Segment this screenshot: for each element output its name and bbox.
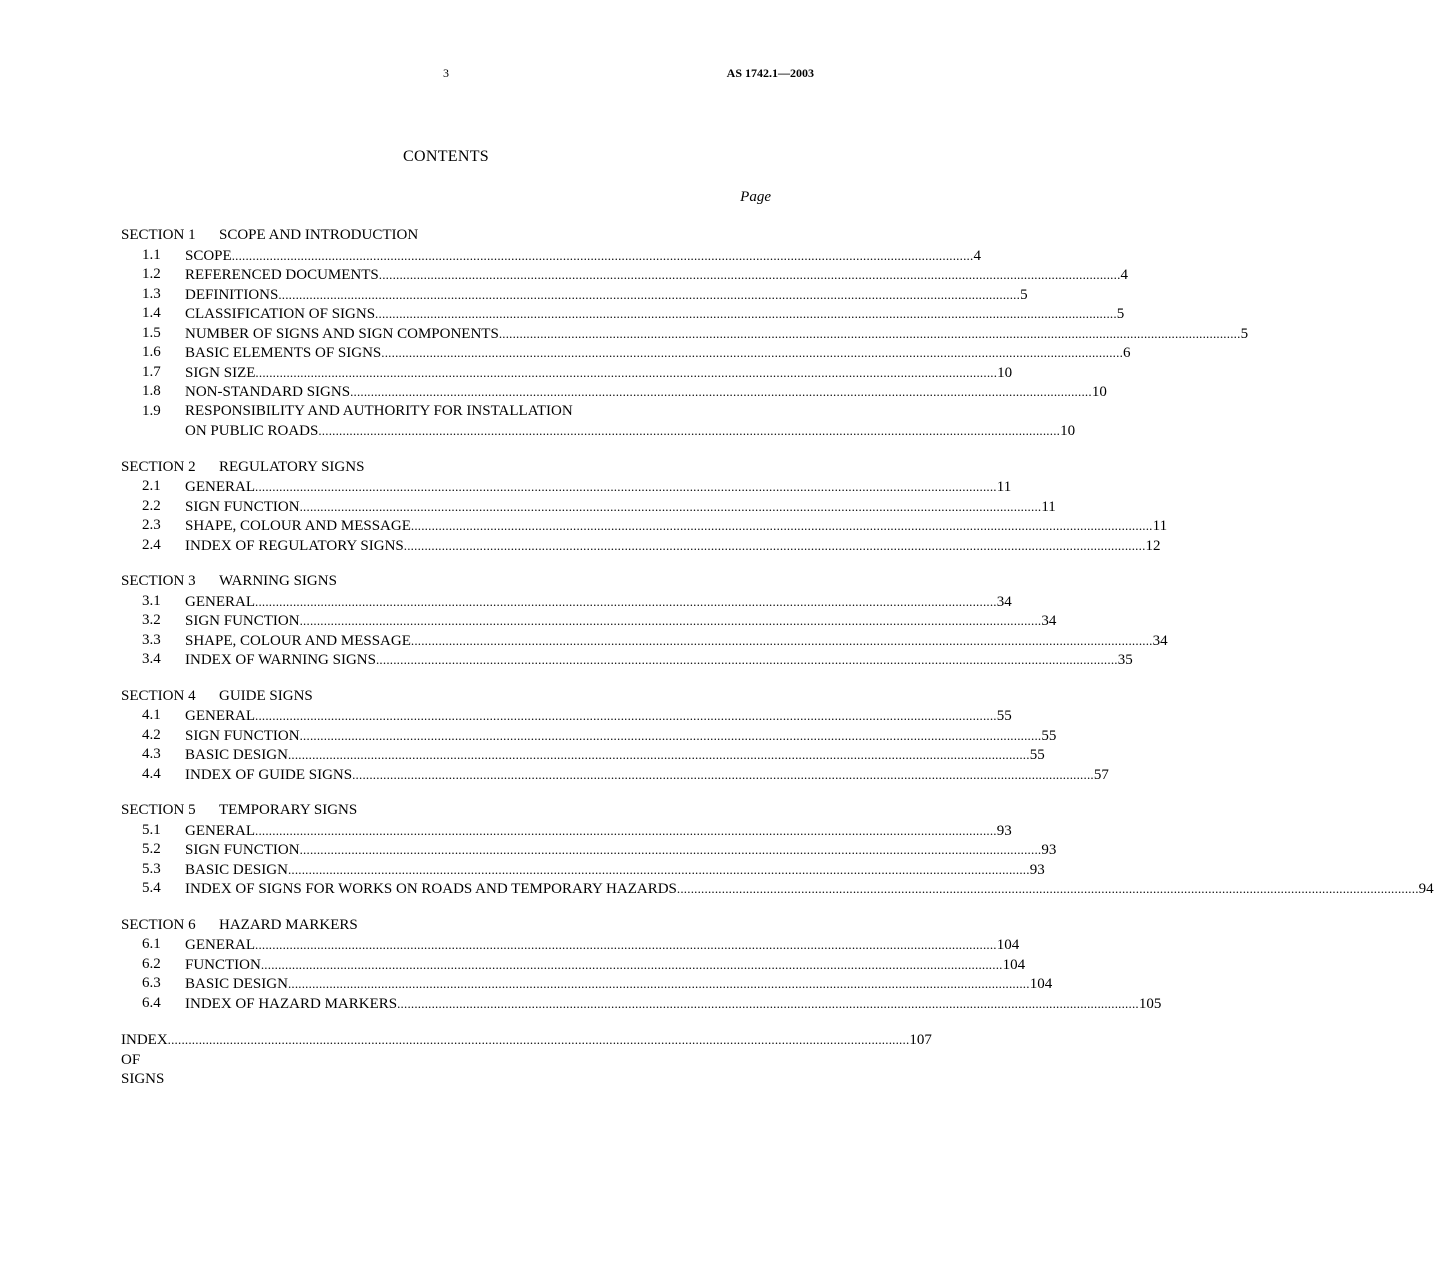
entry-number: 4.3 bbox=[142, 746, 161, 762]
entry-number: 4.2 bbox=[142, 726, 161, 743]
entry-page-number: 10 bbox=[1091, 384, 1107, 400]
toc-section bbox=[121, 226, 1249, 441]
entry-body bbox=[185, 343, 1131, 363]
entry-line bbox=[185, 840, 1056, 860]
entry-title: REFERENCED DOCUMENTS bbox=[185, 267, 379, 283]
entry-line bbox=[185, 879, 1434, 899]
entry-number: 4.4 bbox=[142, 765, 161, 782]
dot-leader bbox=[318, 421, 1060, 441]
entry-page-number: 94 bbox=[1418, 881, 1434, 897]
entry-title: BASIC ELEMENTS OF SIGNS bbox=[185, 345, 382, 361]
entry-line bbox=[185, 382, 1107, 402]
toc-entry[interactable] bbox=[121, 324, 1249, 344]
dot-leader bbox=[261, 955, 1003, 975]
dot-leader bbox=[379, 265, 1121, 285]
entry-title: INDEX OF HAZARD MARKERS bbox=[185, 995, 398, 1012]
entry-title: GENERAL bbox=[185, 937, 255, 953]
entry-line bbox=[185, 765, 1109, 785]
entry-line bbox=[185, 650, 1133, 670]
entry-page-number: 104 bbox=[996, 937, 1020, 953]
dot-leader bbox=[168, 1030, 910, 1050]
section-heading[interactable] bbox=[121, 572, 771, 592]
entry-page-number: 5 bbox=[1020, 286, 1028, 303]
entry-page-number: 10 bbox=[1060, 423, 1076, 439]
section-title: REGULATORY SIGNS bbox=[219, 458, 365, 475]
entry-body bbox=[185, 726, 1056, 746]
toc-entry[interactable] bbox=[121, 382, 1107, 402]
entry-line bbox=[185, 497, 1056, 517]
entry-body bbox=[185, 536, 1161, 556]
section-number: SECTION 1 bbox=[121, 227, 196, 243]
entry-line bbox=[185, 536, 1161, 556]
toc-entry[interactable] bbox=[121, 611, 1057, 631]
index-label: INDEX OF SIGNS bbox=[121, 1032, 168, 1087]
entry-page-number: 57 bbox=[1093, 766, 1109, 783]
toc-entry[interactable] bbox=[121, 860, 1045, 880]
entry-line bbox=[185, 860, 1045, 880]
section-title: TEMPORARY SIGNS bbox=[219, 802, 358, 818]
entry-page-number: 5 bbox=[1116, 306, 1125, 322]
header-standard-code: AS 1742.1—2003 bbox=[726, 66, 814, 80]
entry-body bbox=[185, 994, 1161, 1014]
dot-leader bbox=[288, 974, 1030, 994]
entry-number: 5.1 bbox=[142, 821, 161, 838]
dot-leader bbox=[255, 363, 997, 383]
entry-page-number: 93 bbox=[1041, 842, 1057, 858]
entry-number: 1.7 bbox=[142, 363, 161, 380]
entry-body bbox=[185, 402, 1075, 441]
dot-leader bbox=[288, 745, 1030, 765]
toc-entry[interactable] bbox=[121, 246, 981, 266]
entry-page-number: 10 bbox=[997, 364, 1013, 381]
toc-entry[interactable] bbox=[121, 955, 1026, 975]
section-number: SECTION 4 bbox=[121, 687, 196, 704]
entry-number: 1.8 bbox=[142, 383, 161, 399]
entry-line bbox=[185, 592, 1012, 612]
toc-entry[interactable] bbox=[121, 935, 1020, 955]
entry-body bbox=[185, 745, 1045, 765]
section-heading[interactable] bbox=[121, 916, 771, 936]
entry-title: BASIC DESIGN bbox=[185, 976, 288, 992]
entry-page-number: 11 bbox=[1152, 518, 1168, 534]
entry-title: RESPONSIBILITY AND AUTHORITY FOR INSTALLATION bbox=[185, 402, 573, 419]
toc-entry[interactable] bbox=[121, 726, 1057, 746]
toc-entry[interactable] bbox=[121, 879, 1434, 899]
section-number: SECTION 5 bbox=[121, 802, 196, 818]
entry-body bbox=[185, 363, 1012, 383]
dot-leader bbox=[375, 304, 1117, 324]
entry-number: 5.3 bbox=[142, 860, 161, 877]
entry-page-number: 11 bbox=[996, 479, 1012, 495]
entry-title: SHAPE, COLOUR AND MESSAGE bbox=[185, 632, 411, 649]
entry-title: CLASSIFICATION OF SIGNS bbox=[185, 306, 376, 322]
dot-leader bbox=[677, 879, 1419, 899]
entry-title: GENERAL bbox=[185, 822, 255, 839]
entry-number: 6.2 bbox=[142, 955, 161, 972]
entry-body bbox=[185, 265, 1128, 285]
entry-title: INDEX OF GUIDE SIGNS bbox=[185, 766, 353, 783]
dot-leader bbox=[411, 631, 1153, 651]
entry-number: 3.3 bbox=[142, 631, 161, 648]
entry-number: 2.1 bbox=[142, 478, 161, 494]
entry-title: ON PUBLIC ROADS bbox=[185, 423, 319, 439]
entry-title: SIGN FUNCTION bbox=[185, 842, 300, 858]
dot-leader bbox=[499, 324, 1241, 344]
section-number: SECTION 2 bbox=[121, 458, 196, 475]
entry-title: GENERAL bbox=[185, 479, 255, 495]
toc-entry[interactable] bbox=[121, 285, 1028, 305]
entry-number: 6.3 bbox=[142, 975, 161, 991]
toc-entry[interactable] bbox=[121, 363, 1013, 383]
toc-entry[interactable] bbox=[121, 592, 1012, 612]
entry-number: 4.1 bbox=[142, 707, 161, 723]
entry-number: 1.3 bbox=[142, 285, 161, 302]
entry-number: 2.3 bbox=[142, 517, 161, 533]
entry-title: SIGN FUNCTION bbox=[185, 498, 300, 515]
entry-title: SIGN FUNCTION bbox=[185, 613, 300, 629]
entry-number: 2.4 bbox=[142, 536, 161, 553]
entry-title: BASIC DESIGN bbox=[185, 747, 288, 763]
toc-entry[interactable] bbox=[121, 706, 1012, 726]
toc-entry[interactable] bbox=[121, 765, 1109, 785]
entry-page-number: 93 bbox=[1029, 861, 1045, 878]
toc-section bbox=[121, 687, 1109, 785]
entry-body bbox=[185, 324, 1248, 344]
toc-entry[interactable] bbox=[121, 265, 1129, 285]
toc-index-entry[interactable] bbox=[121, 1030, 932, 1087]
toc-section bbox=[121, 458, 1168, 556]
toc-entry[interactable] bbox=[121, 650, 1133, 670]
section-title: GUIDE SIGNS bbox=[219, 687, 313, 704]
dot-leader bbox=[411, 516, 1153, 536]
entry-body bbox=[185, 650, 1133, 670]
entry-page-number: 104 bbox=[1029, 976, 1053, 992]
entry-line bbox=[185, 265, 1128, 285]
entry-page-number: 55 bbox=[1041, 727, 1057, 744]
toc-entry[interactable] bbox=[121, 497, 1056, 517]
toc-entry[interactable] bbox=[121, 304, 1125, 324]
entry-line bbox=[185, 343, 1131, 363]
entry-body bbox=[185, 706, 1012, 726]
entry-line bbox=[185, 955, 1025, 975]
table-of-contents bbox=[121, 226, 1434, 1087]
entry-line bbox=[185, 304, 1124, 324]
dot-leader bbox=[300, 497, 1042, 517]
dot-leader bbox=[255, 477, 997, 497]
entry-page-number: 11 bbox=[1041, 498, 1056, 515]
dot-leader bbox=[376, 650, 1118, 670]
entry-line bbox=[185, 477, 1011, 497]
entry-number: 5.4 bbox=[142, 880, 161, 896]
entry-page-number: 4 bbox=[1120, 267, 1129, 283]
entry-line bbox=[185, 421, 1075, 441]
entry-title: GENERAL bbox=[185, 708, 255, 724]
dot-leader bbox=[352, 765, 1094, 785]
entry-number: 1.9 bbox=[142, 402, 161, 419]
entry-body bbox=[185, 879, 1434, 899]
dot-leader bbox=[397, 994, 1139, 1014]
dot-leader bbox=[278, 285, 1020, 305]
entry-number: 3.2 bbox=[142, 612, 161, 628]
toc-entry[interactable] bbox=[121, 821, 1012, 841]
entry-title: INDEX OF SIGNS FOR WORKS ON ROADS AND TEMPORARY HAZARDS bbox=[185, 881, 677, 897]
entry-title: BASIC DESIGN bbox=[185, 861, 288, 878]
entry-number: 3.1 bbox=[142, 592, 161, 609]
dot-leader bbox=[300, 611, 1042, 631]
section-heading[interactable] bbox=[121, 801, 771, 821]
entry-title: NON-STANDARD SIGNS bbox=[185, 384, 351, 400]
toc-entry[interactable] bbox=[121, 536, 1161, 556]
entry-page-number: 93 bbox=[996, 822, 1012, 839]
toc-entry[interactable] bbox=[121, 840, 1057, 860]
entry-line bbox=[185, 631, 1168, 651]
section-number: SECTION 6 bbox=[121, 916, 196, 933]
dot-leader bbox=[300, 840, 1042, 860]
toc-entry[interactable] bbox=[121, 477, 1012, 497]
page-title: CONTENTS bbox=[403, 148, 489, 165]
entry-page-number: 55 bbox=[1029, 747, 1045, 763]
entry-page-number: 34 bbox=[996, 593, 1012, 610]
toc-entry[interactable] bbox=[121, 631, 1168, 651]
entry-page-number: 12 bbox=[1145, 537, 1161, 554]
entry-title: SCOPE bbox=[185, 247, 232, 264]
dot-leader bbox=[232, 246, 974, 266]
entry-line bbox=[185, 706, 1012, 726]
entry-body bbox=[185, 631, 1168, 651]
section-title: SCOPE AND INTRODUCTION bbox=[219, 227, 419, 243]
entry-title: INDEX OF WARNING SIGNS bbox=[185, 652, 376, 668]
entry-body bbox=[185, 974, 1052, 994]
entry-body bbox=[185, 304, 1124, 324]
dot-leader bbox=[288, 860, 1030, 880]
toc-entry[interactable] bbox=[121, 745, 1045, 765]
entry-title: SHAPE, COLOUR AND MESSAGE bbox=[185, 518, 411, 534]
entry-body bbox=[185, 821, 1012, 841]
entry-number: 1.5 bbox=[142, 324, 161, 341]
entry-line bbox=[185, 516, 1167, 536]
entry-number: 3.4 bbox=[142, 651, 161, 667]
toc-entry[interactable] bbox=[121, 516, 1168, 536]
entry-line bbox=[185, 994, 1161, 1014]
entry-number: 6.4 bbox=[142, 994, 161, 1011]
dot-leader bbox=[255, 592, 997, 612]
section-title: HAZARD MARKERS bbox=[219, 916, 358, 933]
entry-line bbox=[185, 745, 1045, 765]
entry-page-number: 6 bbox=[1123, 345, 1131, 361]
entry-title: INDEX OF REGULATORY SIGNS bbox=[185, 537, 404, 554]
entry-body bbox=[185, 477, 1011, 497]
dot-leader bbox=[255, 935, 997, 955]
entry-body bbox=[185, 382, 1107, 402]
entry-page-number: 5 bbox=[1240, 325, 1249, 342]
entry-title: NUMBER OF SIGNS AND SIGN COMPONENTS bbox=[185, 325, 499, 342]
entry-page-number: 34 bbox=[1152, 632, 1168, 649]
entry-page-number: 105 bbox=[1138, 995, 1162, 1012]
entry-body bbox=[185, 840, 1056, 860]
entry-number: 2.2 bbox=[142, 497, 161, 514]
toc-entry[interactable] bbox=[121, 974, 1053, 994]
dot-leader bbox=[255, 821, 997, 841]
entry-body bbox=[185, 516, 1167, 536]
section-heading[interactable] bbox=[121, 226, 771, 246]
entry-body bbox=[185, 285, 1028, 305]
entry-body bbox=[185, 860, 1045, 880]
section-heading[interactable] bbox=[121, 687, 771, 707]
section-number: SECTION 3 bbox=[121, 573, 196, 589]
entry-line bbox=[185, 402, 1075, 422]
toc-section bbox=[121, 916, 1162, 1014]
dot-leader bbox=[404, 536, 1146, 556]
entry-page-number: 55 bbox=[996, 708, 1012, 724]
entry-page-number: 34 bbox=[1041, 613, 1057, 629]
entry-number: 1.4 bbox=[142, 305, 161, 321]
header-page-number: 3 bbox=[443, 66, 449, 80]
entry-title: FUNCTION bbox=[185, 956, 261, 973]
entry-line bbox=[185, 324, 1248, 344]
toc-entry[interactable] bbox=[121, 343, 1131, 363]
toc-section bbox=[121, 801, 1434, 899]
entry-title: SIGN FUNCTION bbox=[185, 727, 300, 744]
section-heading[interactable] bbox=[121, 458, 771, 478]
dot-leader bbox=[300, 726, 1042, 746]
toc-sections bbox=[121, 226, 1434, 1013]
toc-entry[interactable] bbox=[121, 994, 1162, 1014]
section-title: WARNING SIGNS bbox=[219, 573, 337, 589]
entry-body bbox=[185, 935, 1019, 955]
page-column-label: Page bbox=[740, 189, 771, 205]
entry-page-number: 35 bbox=[1117, 652, 1133, 668]
entry-line bbox=[185, 974, 1052, 994]
entry-line bbox=[185, 821, 1012, 841]
toc-section bbox=[121, 572, 1168, 670]
entry-number: 5.2 bbox=[142, 841, 161, 857]
entry-body bbox=[185, 765, 1109, 785]
entry-title: DEFINITIONS bbox=[185, 286, 279, 303]
entry-body bbox=[185, 246, 981, 266]
dot-leader bbox=[350, 382, 1092, 402]
entry-body bbox=[185, 497, 1056, 517]
entry-body bbox=[185, 611, 1056, 631]
entry-body bbox=[185, 955, 1025, 975]
entry-line bbox=[185, 363, 1012, 383]
entry-body bbox=[185, 592, 1012, 612]
dot-leader bbox=[255, 706, 997, 726]
toc-entry[interactable] bbox=[121, 402, 1076, 441]
entry-line bbox=[185, 611, 1056, 631]
entry-number: 1.6 bbox=[142, 344, 161, 360]
entry-title: SIGN SIZE bbox=[185, 364, 256, 381]
entry-page-number: 104 bbox=[1002, 956, 1026, 973]
dot-leader bbox=[381, 343, 1123, 363]
entry-number: 1.2 bbox=[142, 266, 161, 282]
entry-title: GENERAL bbox=[185, 593, 255, 610]
entry-number: 6.1 bbox=[142, 936, 161, 952]
entry-number: 1.1 bbox=[142, 246, 161, 263]
entry-line bbox=[185, 935, 1019, 955]
entry-line bbox=[185, 246, 981, 266]
entry-line bbox=[185, 726, 1056, 746]
entry-page-number: 4 bbox=[973, 247, 981, 264]
index-page-number: 107 bbox=[909, 1032, 932, 1048]
entry-line bbox=[185, 285, 1028, 305]
